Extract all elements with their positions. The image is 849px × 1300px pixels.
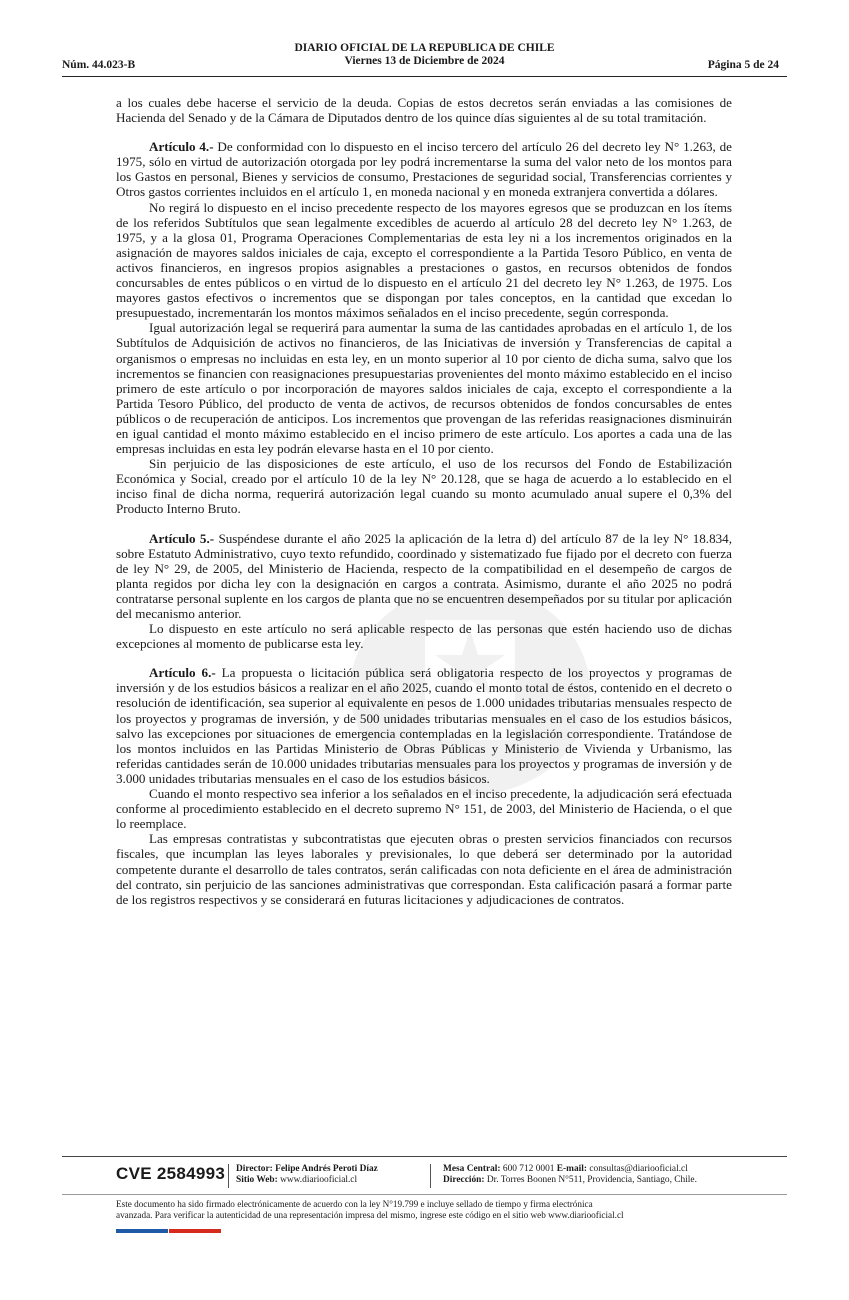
- article-6-paragraph-2: Cuando el monto respectivo sea inferior a los señalados en el inciso precedente, la adjudicación será efectuada conforme al procedimiento establecido en el decreto supremo N° 151, de 2003, del Ministerio de Hacienda, o el que lo reemplace.: [116, 786, 732, 832]
- page-number: Página 5 de 24: [707, 59, 779, 71]
- footer-separator: [228, 1164, 229, 1188]
- flag-red-stripe: [169, 1229, 221, 1233]
- article-4-paragraph-4: Sin perjuicio de las disposiciones de este artículo, el uso de los recursos del Fondo de Estabilización Económica y Social, creado por el artículo 10 de la ley N° 20.128, que se haga de acuerdo a lo establecido en el inciso final de dicha norma, requerirá autorización legal cuando su monto acumulado anual supere el 0,3% del Producto Interno Bruto.: [116, 456, 732, 517]
- masthead-date: Viernes 13 de Diciembre de 2024: [344, 55, 505, 67]
- article-5-title: Artículo 5.-: [149, 530, 215, 546]
- footer-separator: [430, 1164, 431, 1188]
- masthead: [62, 42, 787, 68]
- website-link[interactable]: www.diariooficial.cl: [280, 1175, 358, 1185]
- article-5-text: Suspéndese durante el año 2025 la aplicación de la letra d) del artículo 87 de la ley N° 18.834, sobre Estatuto Administrativo, cuyo texto refundido, coordinado y sistematizado fue fijado por el decreto con fuerza de ley N° 29, de 2005, del Ministerio de Hacienda, respecto de la compatibilidad en el desempeño de cargos de planta regidos por dicha ley con la designación en cargos a contrata. Asimismo, durante el año 2025 no podrá contratarse personal suplente en los cargos de planta que no se encuentren desempeñados por su titular por aplicación del mecanismo anterior.: [116, 530, 732, 621]
- flag-blue-stripe: [116, 1229, 168, 1233]
- footer-divider-2: [62, 1194, 787, 1195]
- masthead-title: DIARIO OFICIAL DE LA REPUBLICA DE CHILE: [294, 42, 555, 54]
- contact-info: Mesa Central: 600 712 0001 E-mail: consultas@diariooficial.cl Dirección: Dr. Torres Boonen N°511, Providencia, Santiago, Chile.: [443, 1164, 697, 1185]
- director-info: Director: Felipe Andrés Peroti Díaz Sitio Web: www.diariooficial.cl: [236, 1164, 378, 1185]
- email-link[interactable]: consultas@diariooficial.cl: [589, 1164, 688, 1174]
- issue-number: Núm. 44.023-B: [62, 59, 136, 71]
- address: Dr. Torres Boonen N°511, Providencia, Santiago, Chile.: [486, 1175, 697, 1185]
- article-6-text: La propuesta o licitación pública será obligatoria respecto de los proyectos y programas de inversión y de los estudios básicos a realizar en el año 2025, cuando el monto total de éstos, contenido en el decreto o resolución de identificación, sea superior al equivalente en pesos de 1.000 unidades tributarias mensuales respecto de los proyectos y programas de inversión, y de 500 unidades tributarias mensuales en el caso de los estudios básicos, salvo las excepciones por situaciones de emergencia contempladas en la legislación correspondiente. Tratándose de los montos incluidos en las Partidas Ministerio de Obras Públicas y Ministerio de Vivienda y Urbanismo, las referidas cantidades serán de 10.000 unidades tributarias mensuales para los proyectos y programas de inversión y de 3.000 unidades tributarias mensuales en el caso de los estudios básicos.: [116, 665, 732, 786]
- document-body: [116, 95, 732, 907]
- article-4-title: Artículo 4.-: [149, 139, 214, 155]
- cve-code: CVE 2584993: [116, 1164, 226, 1183]
- article-6-title: Artículo 6.-: [149, 665, 216, 681]
- article-4-text: De conformidad con lo dispuesto en el inciso tercero del artículo 26 del decreto ley N° 1.263, de 1975, sólo en virtud de autorización otorgada por ley podrá incrementarse la suma del valor neto de los montos para los Gastos en personal, Bienes y servicios de consumo, Prestaciones de seguridad social, Transferencias corrientes y Otros gastos corrientes incluidos en el artículo 1, en moneda nacional y en moneda extranjera convertida a dólares.: [116, 139, 732, 200]
- phone-number: 600 712 0001: [502, 1164, 555, 1174]
- paragraph: a los cuales debe hacerse el servicio de la deuda. Copias de estos decretos serán enviadas a las comisiones de Hacienda del Senado y de la Cámara de Diputados dentro de los quince días siguientes al de su total tramitación.: [116, 95, 732, 126]
- director-name: Felipe Andrés Peroti Díaz: [275, 1164, 378, 1174]
- article-6-paragraph-1: [116, 665, 732, 786]
- article-4-paragraph-1: [116, 139, 732, 199]
- footer-divider: [62, 1156, 787, 1157]
- article-5-paragraph-1: [116, 531, 732, 622]
- flag-stripe: [116, 1229, 221, 1233]
- article-6-paragraph-3: Las empresas contratistas y subcontratistas que ejecuten obras o presten servicios financiados con recursos fiscales, que incumplan las leyes laborales y previsionales, lo que deberá ser determinado por la autoridad competente durante el desarrollo de tales contratos, serán calificadas con nota deficiente en el área de administración del contrato, sin perjuicio de las sanciones administrativas que correspondan. Esta calificación pasará a formar parte de los registros respectivos y se considerará en futuras licitaciones y adjudicaciones de contratos.: [116, 831, 732, 907]
- page-header: [62, 40, 787, 77]
- legal-notice: Este documento ha sido firmado electrónicamente de acuerdo con la ley N°19.799 e incluye sellado de tiempo y firma electrónica avanzada. Para verificar la autenticidad de una representación impresa del mismo, ingrese este código en el sitio web www.diariooficial.cl: [116, 1199, 624, 1220]
- article-4-paragraph-2: No regirá lo dispuesto en el inciso precedente respecto de los mayores egresos que se produzcan en los ítems de los referidos Subtítulos que sean legalmente excedibles de acuerdo al artículo 28 del decreto ley N° 1.263, de 1975, y a la glosa 01, Programa Operaciones Complementarias de esta ley ni a los incrementos originados en la asignación de mayores saldos iniciales de caja, excepto el correspondiente a la Partida Tesoro Público, en venta de activos financieros, en ingresos propios asignables a prestaciones o gastos, en recursos obtenidos de fondos concursables de entes públicos o en virtud de lo dispuesto en el artículo 21 del decreto ley N° 1.263, de 1975. Los mayores gastos efectivos o incrementos que se dispongan por tales conceptos, en la cantidad que excedan lo presupuestado, incrementarán los montos máximos señalados en el inciso precedente, según corresponda.: [116, 199, 732, 321]
- article-4-paragraph-3: Igual autorización legal se requerirá para aumentar la suma de las cantidades aprobadas en el artículo 1, de los Subtítulos de Adquisición de activos no financieros, de las Iniciativas de inversión y Transferencias de capital a organismos o empresas no incluidas en esta ley, en un monto superior al 10 por ciento de dicha suma, salvo que los incrementos se financien con reasignaciones presupuestarias provenientes del monto máximo establecido en el inciso primero de este artículo o por incorporación de mayores saldos iniciales de caja, excepto el correspondiente a la Partida Tesoro Público, del producto de venta de activos, de recursos obtenidos de fondos concursables de entes públicos o de recuperación de anticipos. Los incrementos que provengan de las referidas reasignaciones disminuirán en igual cantidad el monto máximo establecido en el inciso primero de este artículo. Los aportes a cada una de las empresas incluidas en esta ley podrán elevarse hasta en el 10 por ciento.: [116, 320, 732, 457]
- article-5-paragraph-2: Lo dispuesto en este artículo no será aplicable respecto de las personas que estén haciendo uso de dichas excepciones al momento de publicarse esta ley.: [116, 621, 732, 652]
